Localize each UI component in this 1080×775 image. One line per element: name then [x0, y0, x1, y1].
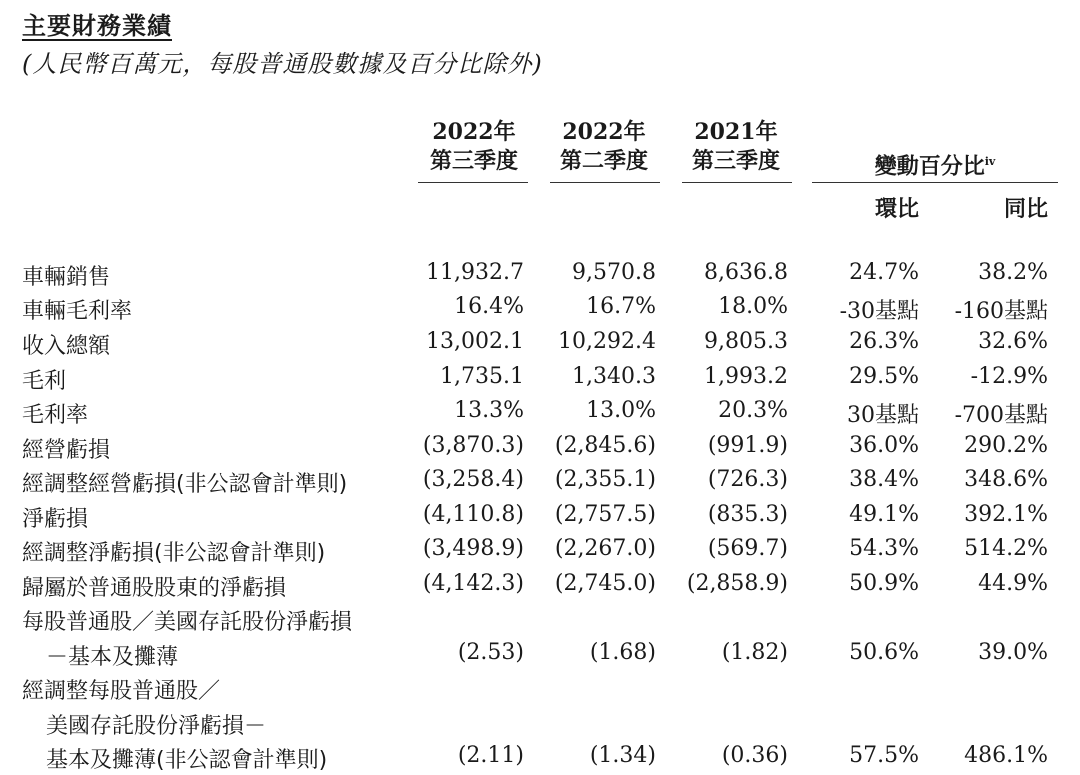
table-row — [0, 534, 1080, 568]
row-label: 基本及攤薄(非公認會計準則) — [46, 748, 328, 773]
value-yoy: 39.0% — [978, 640, 1048, 665]
section-title: 主要財務業績 — [22, 12, 172, 40]
value-2022-q2: (2,355.1) — [554, 467, 656, 492]
header-underline — [550, 182, 660, 183]
row-label: 經調整淨虧損(非公認會計準則) — [22, 541, 326, 566]
value-qoq: 38.4% — [849, 467, 919, 492]
value-qoq: 54.3% — [849, 536, 919, 561]
footnote-marker: iv — [984, 155, 996, 168]
value-qoq: 57.5% — [849, 743, 919, 768]
row-label: 經營虧損 — [22, 438, 111, 463]
row-label: 經調整每股普通股／ — [22, 679, 221, 704]
value-2022-q2: 9,570.8 — [572, 260, 656, 285]
value-2021-q3: (726.3) — [707, 467, 788, 492]
value-2022-q3: 13,002.1 — [426, 329, 524, 354]
value-2021-q3: (2,858.9) — [686, 571, 788, 596]
value-2021-q3: 1,993.2 — [704, 364, 788, 389]
value-qoq: 24.7% — [849, 260, 919, 285]
table-row — [0, 431, 1080, 465]
value-yoy: 392.1% — [964, 502, 1048, 527]
row-label: 經調整經營虧損(非公認會計準則) — [22, 472, 348, 497]
value-2022-q3: 13.3% — [454, 398, 524, 423]
row-label: 毛利 — [22, 369, 67, 394]
value-2021-q3: 8,636.8 — [704, 260, 788, 285]
row-label: 淨虧損 — [22, 507, 89, 532]
value-qoq: 49.1% — [849, 502, 919, 527]
value-2022-q3: (2.53) — [457, 640, 524, 665]
table-row — [0, 707, 1080, 741]
value-2022-q2: (2,267.0) — [554, 536, 656, 561]
value-2022-q2: (2,845.6) — [554, 433, 656, 458]
value-yoy: -12.9% — [970, 364, 1048, 389]
header-quarter: 第二季度 — [559, 149, 648, 174]
value-2022-q3: (3,498.9) — [422, 536, 524, 561]
value-2022-q2: 16.7% — [586, 294, 656, 319]
value-2021-q3: 18.0% — [718, 294, 788, 319]
value-2021-q3: 9,805.3 — [704, 329, 788, 354]
row-label: 車輛毛利率 — [22, 299, 133, 324]
header-underline — [418, 182, 528, 183]
value-2021-q3: (835.3) — [707, 502, 788, 527]
header-quarter: 第三季度 — [691, 149, 780, 174]
value-yoy: 514.2% — [964, 536, 1048, 561]
header-year: 2021年 — [694, 119, 778, 145]
table-row — [0, 258, 1080, 292]
value-qoq: 50.6% — [849, 640, 919, 665]
table-row — [0, 292, 1080, 326]
row-label: －基本及攤薄 — [46, 645, 179, 670]
value-qoq: -30基點 — [839, 299, 919, 324]
value-yoy: -700基點 — [954, 403, 1048, 428]
header-col-2021-q3 — [680, 117, 792, 177]
value-2022-q2: (2,757.5) — [554, 502, 656, 527]
row-label: 歸屬於普通股股東的淨虧損 — [22, 576, 287, 601]
value-qoq: 26.3% — [849, 329, 919, 354]
row-label: 毛利率 — [22, 403, 89, 428]
header-year: 2022年 — [562, 119, 646, 145]
row-label: 每股普通股／美國存託股份淨虧損 — [22, 610, 353, 635]
table-row — [0, 396, 1080, 430]
value-2022-q3: (4,142.3) — [422, 571, 524, 596]
table-row — [0, 569, 1080, 603]
value-2022-q3: (3,258.4) — [422, 467, 524, 492]
header-change-percent — [812, 147, 1058, 182]
value-qoq: 29.5% — [849, 364, 919, 389]
header-col-2022-q2 — [548, 117, 660, 177]
value-2022-q3: (2.11) — [457, 743, 524, 768]
value-2021-q3: (569.7) — [707, 536, 788, 561]
row-label: 收入總額 — [22, 334, 111, 359]
header-underline — [812, 182, 1058, 183]
table-row — [0, 327, 1080, 361]
value-2022-q2: (1.34) — [589, 743, 656, 768]
value-2022-q3: (3,870.3) — [422, 433, 524, 458]
value-2021-q3: (0.36) — [721, 743, 788, 768]
value-yoy: 44.9% — [978, 571, 1048, 596]
value-2022-q2: (2,745.0) — [554, 571, 656, 596]
value-yoy: 38.2% — [978, 260, 1048, 285]
table-row — [0, 741, 1080, 775]
header-underline — [682, 182, 792, 183]
header-quarter: 第三季度 — [429, 149, 518, 174]
value-yoy: -160基點 — [954, 299, 1048, 324]
table-row — [0, 465, 1080, 499]
header-yoy: 同比 — [1003, 197, 1048, 222]
table-row — [0, 672, 1080, 706]
value-2021-q3: 20.3% — [718, 398, 788, 423]
header-qoq: 環比 — [874, 197, 919, 222]
value-2021-q3: (991.9) — [707, 433, 788, 458]
table-row — [0, 362, 1080, 396]
table-row — [0, 500, 1080, 534]
value-2022-q2: 10,292.4 — [558, 329, 656, 354]
row-label: 美國存託股份淨虧損－ — [46, 714, 267, 739]
row-label: 車輛銷售 — [22, 265, 111, 290]
value-qoq: 36.0% — [849, 433, 919, 458]
header-col-2022-q3 — [418, 117, 530, 177]
value-2022-q2: 13.0% — [586, 398, 656, 423]
table-row — [0, 603, 1080, 637]
value-qoq: 50.9% — [849, 571, 919, 596]
header-year: 2022年 — [432, 119, 516, 145]
value-2022-q2: (1.68) — [589, 640, 656, 665]
header-change-label: 變動百分比 — [874, 154, 985, 180]
value-qoq: 30基點 — [847, 403, 919, 428]
value-2022-q3: 1,735.1 — [440, 364, 524, 389]
value-2022-q3: (4,110.8) — [422, 502, 524, 527]
table-row — [0, 638, 1080, 672]
value-2021-q3: (1.82) — [721, 640, 788, 665]
value-2022-q2: 1,340.3 — [572, 364, 656, 389]
value-yoy: 290.2% — [964, 433, 1048, 458]
value-yoy: 486.1% — [964, 743, 1048, 768]
value-2022-q3: 11,932.7 — [426, 260, 524, 285]
section-subtitle: (人民幣百萬元，每股普通股數據及百分比除外) — [22, 50, 543, 78]
value-yoy: 32.6% — [978, 329, 1048, 354]
value-2022-q3: 16.4% — [454, 294, 524, 319]
value-yoy: 348.6% — [964, 467, 1048, 492]
